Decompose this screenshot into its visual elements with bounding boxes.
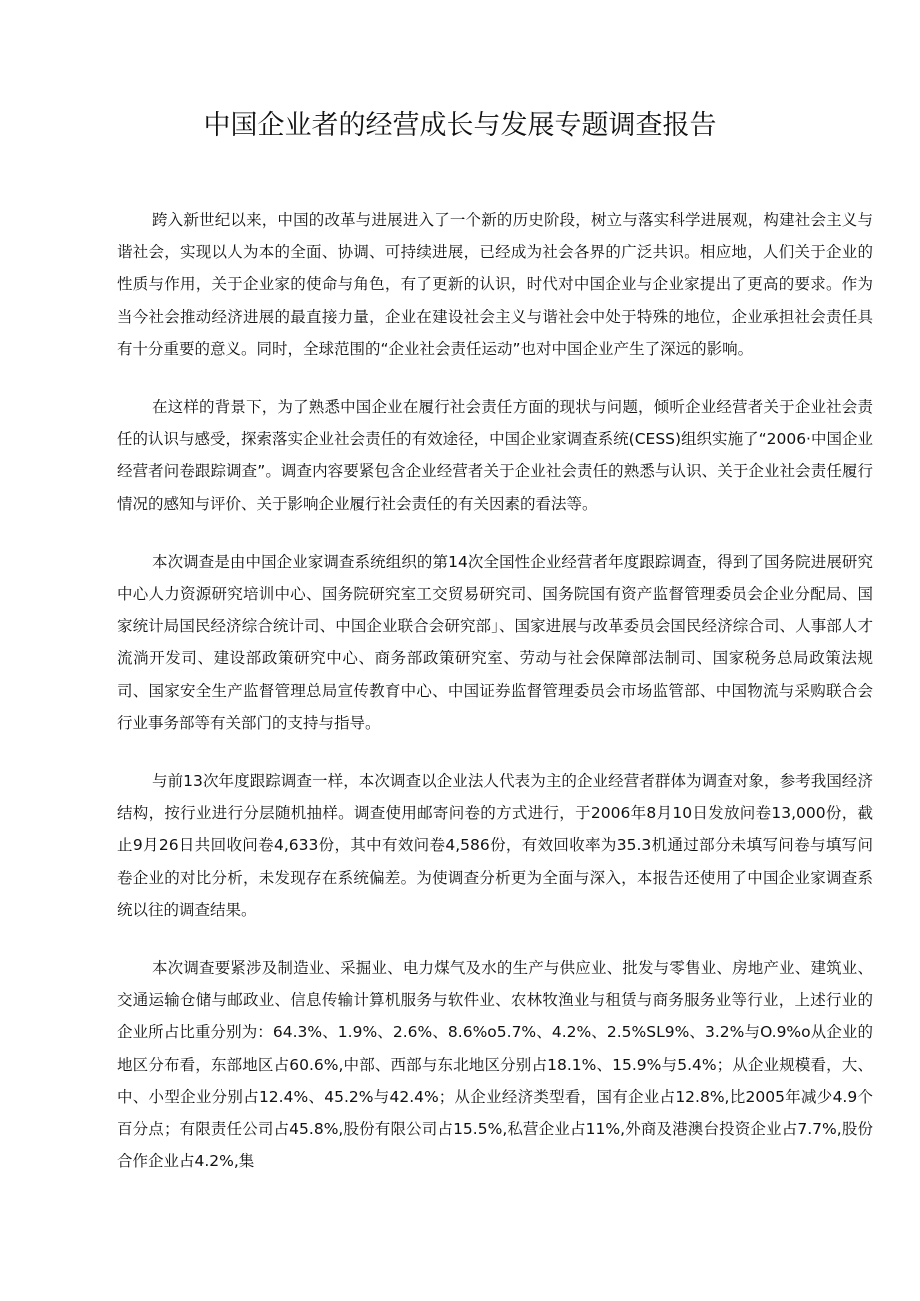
- paragraph-organizers: 本次调查是由中国企业家调查系统组织的第14次全国性企业经营者年度跟踪调查，得到了国务院进展研究中心人力资源研究培训中心、国务院研究室工交贸易研究司、国务院国有资产监督管理委员会企业分配局、国家统计局国民经济综合统计司、中国企业联合会研究部」、国家进展与改革委员会国民经济综合司、人事部人才流淌开发司、建设部政策研究中心、商务部政策研究室、劳动与社会保障部法制司、国家税务总局政策法规司、国家安全生产监督管理总局宣传教育中心、中国证券监督管理委员会市场监管部、中国物流与采购联合会行业事务部等有关部门的支持与指导。: [117, 552, 873, 732]
- paragraph-methodology: 与前13次年度跟踪调查一样，本次调查以企业法人代表为主的企业经营者群体为调查对象，参考我国经济结构，按行业进行分层随机抽样。调查使用邮寄问卷的方式进行，于2006年8月10日发放问卷13,000份，截止9月26日共回收问卷4,633份，其中有效问卷4,586份，有效回收率为35.3机通过部分未填写问卷与填写问卷企业的对比分析，未发现存在系统偏差。为使调查分析更为全面与深入，本报告还使用了中国企业家调查系统以往的调查结果。: [117, 772, 873, 919]
- document-body: [117, 204, 873, 1177]
- document-title: 中国企业者的经营成长与发展专题调查报告: [203, 110, 717, 141]
- paragraph-survey-purpose: 在这样的背景下，为了熟悉中国企业在履行社会责任方面的现状与问题，倾听企业经营者关于企业社会责任的认识与感受，探索落实企业社会责任的有效途径，中国企业家调查系统(CESS)组织实施了“2006·中国企业经营者问卷跟踪调查”。调查内容要紧包含企业经营者关于企业社会责任的熟悉与认识、关于企业社会责任履行情况的感知与评价、关于影响企业履行社会责任的有关因素的看法等。: [117, 398, 873, 513]
- paragraph-sample-composition: 本次调查要紧涉及制造业、采掘业、电力煤气及水的生产与供应业、批发与零售业、房地产业、建筑业、交通运输仓储与邮政业、信息传输计算机服务与软件业、农林牧渔业与租赁与商务服务业等行业，上述行业的企业所占比重分别为：64.3%、1.9%、2.6%、8.6%o5.7%、4.2%、2.5%SL9%、3.2%与O.9%o从企业的地区分布看，东部地区占60.6%,中部、西部与东北地区分别占18.1%、15.9%与5.4%；从企业规模看，大、中、小型企业分别占12.4%、45.2%与42.4%；从企业经济类型看，国有企业占12.8%,比2005年减少4.9个百分点；有限责任公司占45.8%,股份有限公司占15.5%,私营企业占11%,外商及港澳台投资企业占7.7%,股份合作企业占4.2%,集: [117, 959, 873, 1171]
- paragraph-background: 跨入新世纪以来，中国的改革与进展进入了一个新的历史阶段，树立与落实科学进展观，构建社会主义与谐社会，实现以人为本的全面、协调、可持续进展，已经成为社会各界的广泛共识。相应地，人们关于企业的性质与作用，关于企业家的使命与角色，有了更新的认识，时代对中国企业与企业家提出了更高的要求。作为当今社会推动经济进展的最直接力量，企业在建设社会主义与谐社会中处于特殊的地位，企业承担社会责任具有十分重要的意义。同时，全球范围的“企业社会责任运动”也对中国企业产生了深远的影响。: [117, 211, 873, 358]
